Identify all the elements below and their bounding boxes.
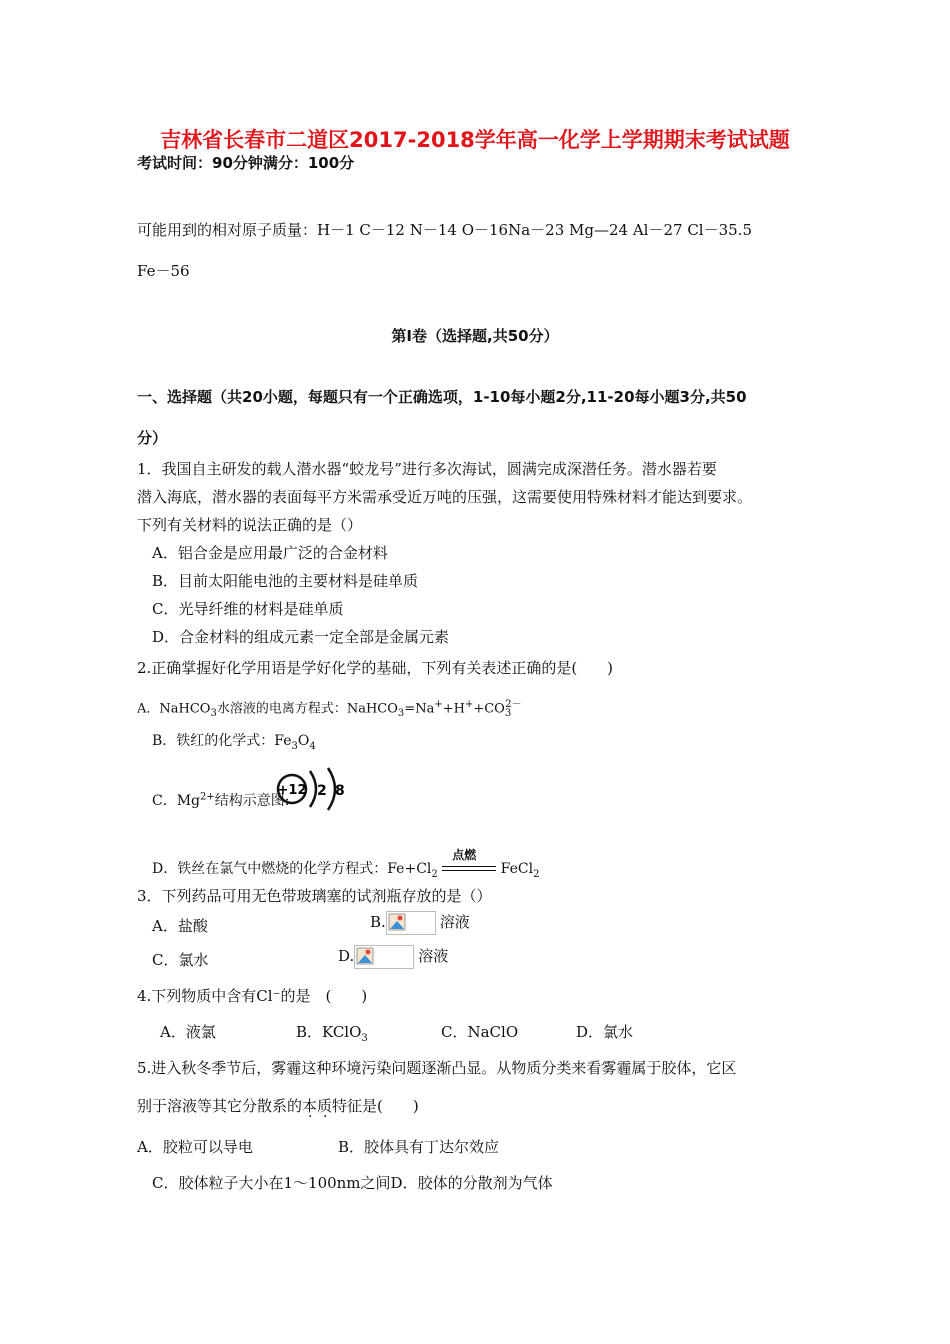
q3-option-d: D. 溶液 bbox=[338, 945, 448, 969]
shell1-label: 2 bbox=[317, 783, 327, 799]
q5-stem-line1: 5.进入秋冬季节后，雾霾这种环境污染问题逐渐凸显。从物质分类来看雾霾属于胶体，它区 bbox=[137, 1059, 737, 1077]
atomic-mass-line2: Fe－56 bbox=[137, 262, 190, 280]
q1-option-c: C．光导纤维的材料是硅单质 bbox=[152, 600, 344, 618]
shell2-label: 8 bbox=[335, 783, 345, 799]
q5-option-b: B．胶体具有丁达尔效应 bbox=[338, 1138, 500, 1156]
q1-option-d: D．合金材料的组成元素一定全部是金属元素 bbox=[152, 628, 450, 646]
broken-image-icon bbox=[386, 911, 436, 935]
q1-option-a: A．铝合金是应用最广泛的合金材料 bbox=[152, 544, 388, 562]
exam-info: 考试时间：90分钟满分：100分 bbox=[137, 154, 355, 172]
reaction-arrow bbox=[442, 848, 496, 876]
q1-option-b: B．目前太阳能电池的主要材料是硅单质 bbox=[152, 572, 419, 590]
q2-option-a: A．NaHCO$_3$水溶液的电离方程式：$NaHCO_3=Na^++H^++CO_3^{2-}$ bbox=[137, 699, 522, 719]
q3-stem: 3．下列药品可用无色带玻璃塞的试剂瓶存放的是（） bbox=[137, 887, 492, 905]
q5-stem-line2: 别于溶液等其它分散系的本质特征是( ) bbox=[137, 1097, 419, 1115]
reaction-condition: 点燃 bbox=[452, 848, 477, 862]
q2-option-c: C．$Mg^{2+}$结构示意图: bbox=[152, 791, 290, 809]
q2-option-d: D．铁丝在氯气中燃烧的化学方程式：$Fe+Cl_2$ 点燃 FeCl$_2$ bbox=[152, 848, 540, 880]
q4-option-b: B．KClO$_3$ bbox=[296, 1023, 368, 1044]
q3-option-b: B. 溶液 bbox=[370, 911, 470, 935]
section-instruction-line2: 分） bbox=[137, 429, 168, 447]
q5-option-a: A．胶粒可以导电 bbox=[137, 1138, 253, 1156]
page-title: 吉林省长春市二道区2017-2018学年高一化学上学期期末考试试题 bbox=[160, 128, 790, 152]
atomic-mass-line1: 可能用到的相对原子质量：H－1 C－12 N－14 O－16Na－23 Mg—24 Al－27 Cl－35.5 bbox=[137, 221, 752, 239]
section-instruction-line1: 一、选择题（共20小题，每题只有一个正确选项，1-10每小题2分,11-20每小题3分,共50 bbox=[137, 388, 747, 406]
q1-stem-line1: 1．我国自主研发的载人潜水器“蛟龙号”进行多次海试，圆满完成深潜任务。潜水器若要 bbox=[137, 460, 717, 478]
q4-option-c: C．NaClO bbox=[441, 1023, 519, 1041]
q1-stem-line3: 下列有关材料的说法正确的是（） bbox=[137, 516, 363, 534]
q2-option-b: B．铁红的化学式：$Fe_3O_4$ bbox=[152, 733, 316, 752]
q3-option-a: A．盐酸 bbox=[152, 917, 208, 935]
q5-option-cd: C．胶体粒子大小在1～100nm之间D．胶体的分散剂为气体 bbox=[152, 1174, 553, 1192]
nucleus-label: +12 bbox=[277, 783, 307, 798]
q2-stem: 2.正确掌握好化学用语是学好化学的基础，下列有关表述正确的是( ) bbox=[137, 659, 614, 677]
section-title: 第Ⅰ卷（选择题,共50分） bbox=[391, 327, 559, 345]
q4-stem: 4.下列物质中含有Cl⁻的是 ( ) bbox=[137, 987, 368, 1005]
q3-option-c: C．氯水 bbox=[152, 951, 209, 969]
q1-stem-line2: 潜入海底，潜水器的表面每平方米需承受近万吨的压强，这需要使用特殊材料才能达到要求。 bbox=[137, 488, 753, 506]
broken-image-icon bbox=[354, 945, 414, 969]
q4-option-a: A．液氯 bbox=[160, 1023, 216, 1041]
mg-ion-structure-diagram bbox=[272, 765, 372, 813]
q4-option-d: D．氯水 bbox=[576, 1023, 634, 1041]
